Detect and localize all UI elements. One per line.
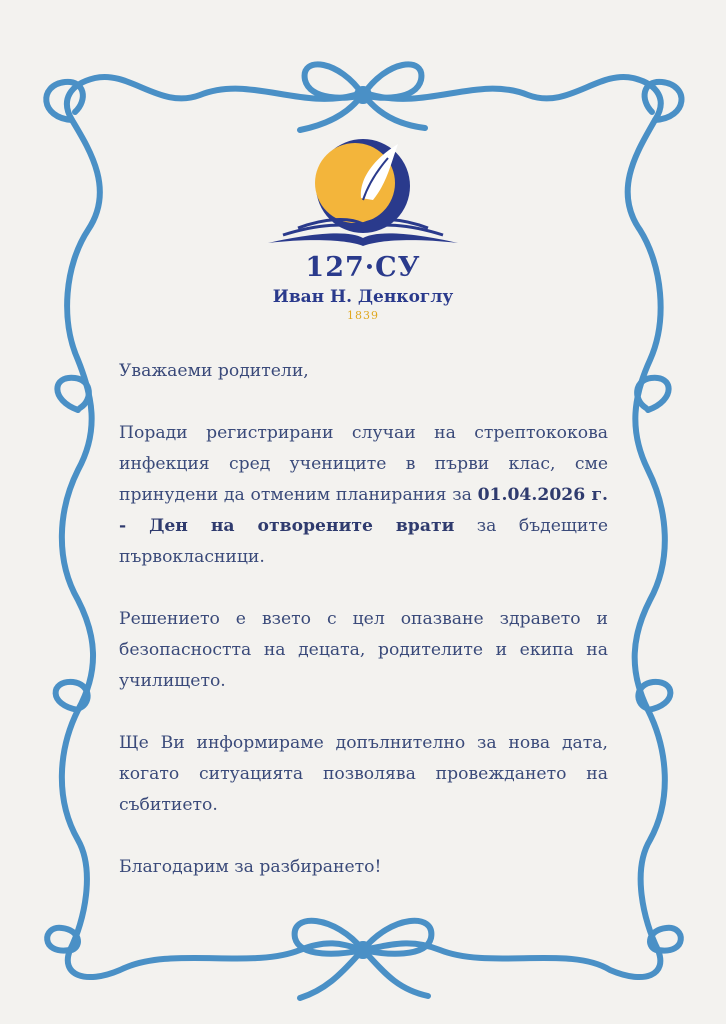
school-founding-year: 1839 xyxy=(347,309,379,322)
p1-text-before: Поради регистрирани случаи на стрептококова инфекция сред учениците в първи клас, сме принудени да отменим планирания за xyxy=(119,423,608,505)
p1-text-after: за бъдещите първокласници. xyxy=(119,516,609,567)
letter-greeting: Уважаеми родители, xyxy=(119,361,309,381)
school-number: 127·СУ xyxy=(305,252,421,283)
school-logo-icon xyxy=(263,138,463,250)
p1-highlight-event: 01.04.2026 г. - Ден на отворените врати xyxy=(119,485,608,536)
letter-paragraph-3: Ще Ви информираме допълнително за нова дата, когато ситуацията позволява провеждането на събитието. xyxy=(119,733,608,815)
letter-body xyxy=(119,356,608,914)
school-name: Иван Н. Денкоглу xyxy=(272,287,454,307)
letter-paragraph-2: Решението е взето с цел опазване здравето и безопасността на децата, родителите и екипа на училището. xyxy=(119,609,608,691)
letter-closing: Благодарим за разбирането! xyxy=(119,857,382,877)
letter-paragraph-1 xyxy=(119,418,608,573)
